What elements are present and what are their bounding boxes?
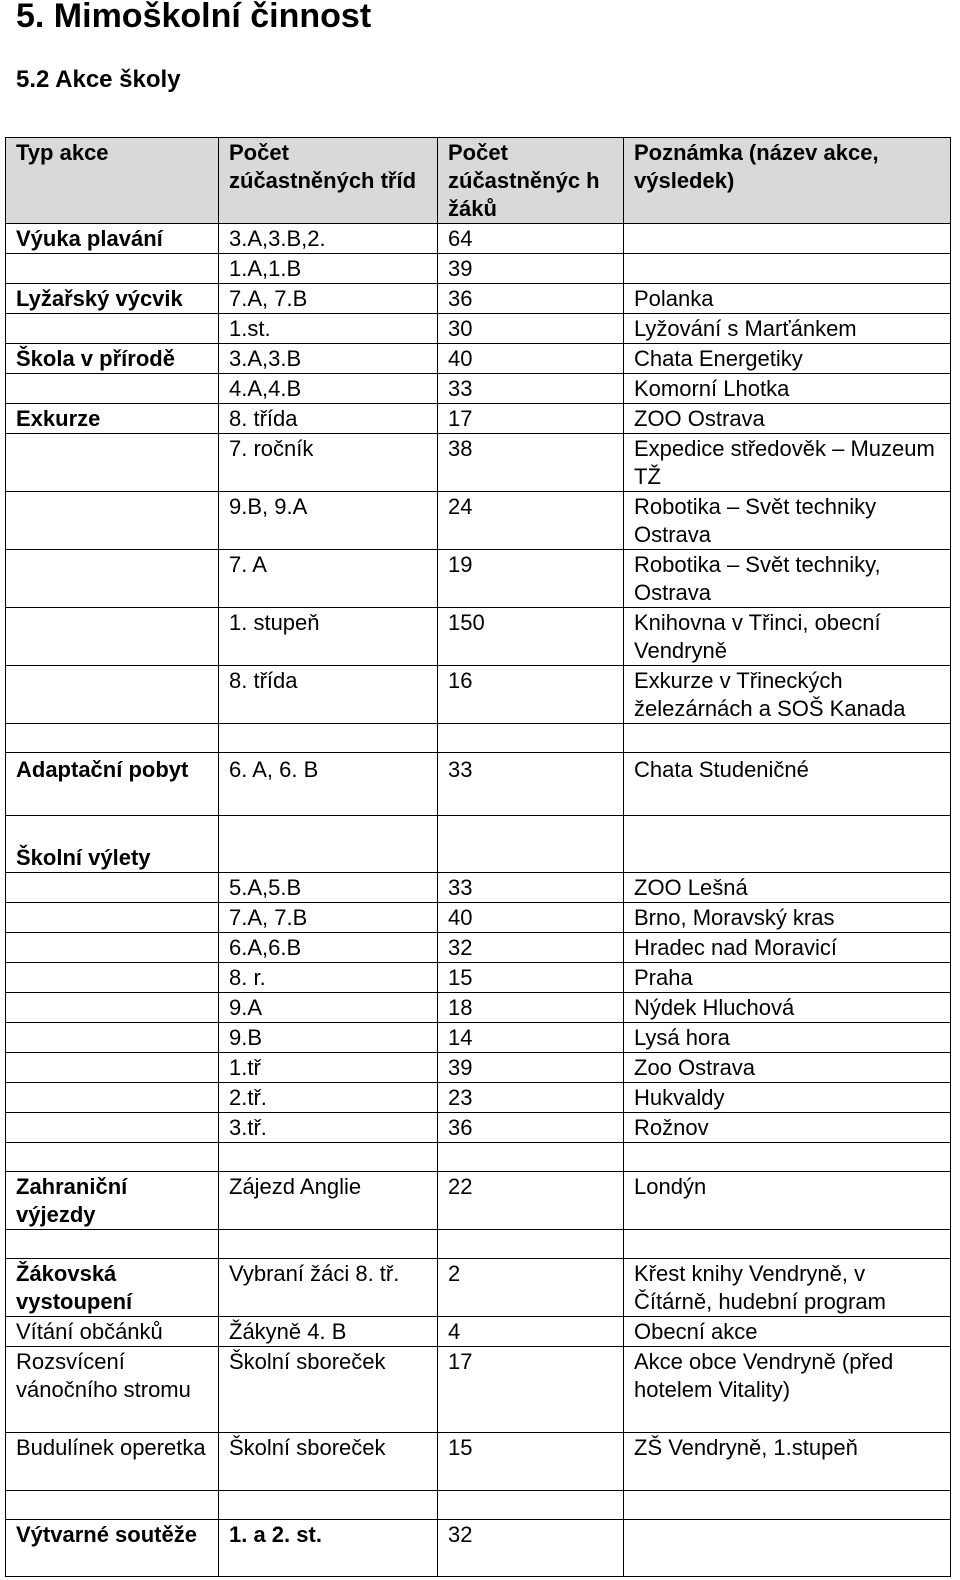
event-type: Exkurze — [6, 404, 219, 434]
event-pupils: 33 — [438, 873, 624, 903]
column-header-classes: Počet zúčastněných tříd — [219, 138, 438, 224]
event-note: Polanka — [624, 284, 951, 314]
event-note — [624, 1143, 951, 1172]
event-classes: 3.A,3.B,2. — [219, 224, 438, 254]
event-pupils: 22 — [438, 1172, 624, 1230]
event-note — [624, 224, 951, 254]
event-classes: 7. A — [219, 550, 438, 608]
event-pupils: 24 — [438, 492, 624, 550]
event-classes: 7.A, 7.B — [219, 903, 438, 933]
event-pupils: 18 — [438, 993, 624, 1023]
table-row — [6, 608, 951, 666]
event-classes: 7.A, 7.B — [219, 284, 438, 314]
table-row — [6, 1053, 951, 1083]
event-classes: 1. a 2. st. — [219, 1520, 438, 1577]
event-note: Lyžování s Marťánkem — [624, 314, 951, 344]
table-row — [6, 666, 951, 724]
event-type — [6, 933, 219, 963]
event-note: Exkurze v Třineckých železárnách a SOŠ Kanada — [624, 666, 951, 724]
event-pupils: 17 — [438, 1347, 624, 1433]
event-pupils: 15 — [438, 1433, 624, 1491]
event-note: Křest knihy Vendryně, v Čítárně, hudební program — [624, 1259, 951, 1317]
event-type — [6, 374, 219, 404]
event-classes: 9.B — [219, 1023, 438, 1053]
column-header-note: Poznámka (název akce, výsledek) — [624, 138, 951, 224]
table-row — [6, 434, 951, 492]
table-row — [6, 1520, 951, 1577]
event-note: Londýn — [624, 1172, 951, 1230]
event-classes: 1.A,1.B — [219, 254, 438, 284]
event-type — [6, 314, 219, 344]
event-classes: 3.A,3.B — [219, 344, 438, 374]
event-note: Nýdek Hluchová — [624, 993, 951, 1023]
event-classes: 5.A,5.B — [219, 873, 438, 903]
event-type — [6, 1491, 219, 1520]
table-row — [6, 404, 951, 434]
event-pupils: 32 — [438, 1520, 624, 1577]
page-title: 5. Mimoškolní činnost — [16, 0, 372, 35]
event-type — [6, 1023, 219, 1053]
event-type — [6, 666, 219, 724]
event-classes: 1. stupeň — [219, 608, 438, 666]
event-pupils — [438, 1230, 624, 1259]
table-row — [6, 550, 951, 608]
event-note: ZOO Ostrava — [624, 404, 951, 434]
event-pupils: 39 — [438, 1053, 624, 1083]
table-row — [6, 753, 951, 816]
table-row — [6, 816, 951, 873]
column-header-pupils: Počet zúčastněnýc h žáků — [438, 138, 624, 224]
event-type: Výuka plavání — [6, 224, 219, 254]
table-row — [6, 344, 951, 374]
event-note — [624, 254, 951, 284]
event-classes: Zájezd Anglie — [219, 1172, 438, 1230]
event-note — [624, 1520, 951, 1577]
event-pupils: 36 — [438, 284, 624, 314]
event-classes — [219, 816, 438, 873]
event-note: Brno, Moravský kras — [624, 903, 951, 933]
event-pupils: 17 — [438, 404, 624, 434]
event-pupils: 15 — [438, 963, 624, 993]
event-pupils — [438, 816, 624, 873]
event-pupils: 150 — [438, 608, 624, 666]
event-type: Budulínek operetka — [6, 1433, 219, 1491]
table-row — [6, 993, 951, 1023]
event-pupils: 23 — [438, 1083, 624, 1113]
table-row — [6, 314, 951, 344]
event-classes: 1.tř — [219, 1053, 438, 1083]
event-pupils — [438, 1491, 624, 1520]
event-note: ZŠ Vendryně, 1.stupeň — [624, 1433, 951, 1491]
event-note: Akce obce Vendryně (před hotelem Vitality) — [624, 1347, 951, 1433]
table-row — [6, 224, 951, 254]
event-pupils: 40 — [438, 903, 624, 933]
event-classes: 7. ročník — [219, 434, 438, 492]
event-note — [624, 724, 951, 753]
event-type — [6, 1113, 219, 1143]
event-classes: Školní sboreček — [219, 1433, 438, 1491]
event-classes: 9.B, 9.A — [219, 492, 438, 550]
event-type: Žákovská vystoupení — [6, 1259, 219, 1317]
table-row — [6, 1172, 951, 1230]
event-classes: 2.tř. — [219, 1083, 438, 1113]
event-pupils: 14 — [438, 1023, 624, 1053]
table-row — [6, 492, 951, 550]
event-pupils — [438, 1143, 624, 1172]
event-type: Rozsvícení vánočního stromu — [6, 1347, 219, 1433]
event-note: Komorní Lhotka — [624, 374, 951, 404]
event-note: Obecní akce — [624, 1317, 951, 1347]
event-classes: Žákyně 4. B — [219, 1317, 438, 1347]
event-note: Lysá hora — [624, 1023, 951, 1053]
event-pupils: 38 — [438, 434, 624, 492]
event-classes — [219, 1143, 438, 1172]
event-pupils: 2 — [438, 1259, 624, 1317]
event-type — [6, 993, 219, 1023]
event-classes: 6.A,6.B — [219, 933, 438, 963]
event-type: Adaptační pobyt — [6, 753, 219, 816]
table-row — [6, 1433, 951, 1491]
event-pupils: 40 — [438, 344, 624, 374]
table-row — [6, 724, 951, 753]
event-pupils: 19 — [438, 550, 624, 608]
event-type: Lyžařský výcvik — [6, 284, 219, 314]
event-note: Praha — [624, 963, 951, 993]
table-row — [6, 903, 951, 933]
table-row — [6, 254, 951, 284]
event-type: Vítání občánků — [6, 1317, 219, 1347]
event-pupils: 16 — [438, 666, 624, 724]
event-type: Zahraniční výjezdy — [6, 1172, 219, 1230]
event-type — [6, 724, 219, 753]
event-type: Výtvarné soutěže — [6, 1520, 219, 1577]
event-note — [624, 1491, 951, 1520]
event-type — [6, 550, 219, 608]
table-row — [6, 1491, 951, 1520]
event-pupils: 32 — [438, 933, 624, 963]
table-header-row — [6, 138, 951, 224]
event-note: Hukvaldy — [624, 1083, 951, 1113]
events-table — [5, 137, 951, 1577]
event-type — [6, 963, 219, 993]
event-pupils — [438, 724, 624, 753]
table-row — [6, 1317, 951, 1347]
event-type — [6, 434, 219, 492]
event-type — [6, 1143, 219, 1172]
event-classes: 6. A, 6. B — [219, 753, 438, 816]
event-note: Zoo Ostrava — [624, 1053, 951, 1083]
event-classes: 4.A,4.B — [219, 374, 438, 404]
event-pupils: 33 — [438, 753, 624, 816]
table-row — [6, 1023, 951, 1053]
event-note: Robotika – Svět techniky, Ostrava — [624, 550, 951, 608]
event-type — [6, 1083, 219, 1113]
event-pupils: 33 — [438, 374, 624, 404]
event-type: Škola v přírodě — [6, 344, 219, 374]
event-type — [6, 254, 219, 284]
event-note: Expedice středověk – Muzeum TŽ — [624, 434, 951, 492]
event-classes: 9.A — [219, 993, 438, 1023]
table-row — [6, 1083, 951, 1113]
event-type — [6, 873, 219, 903]
event-type: Školní výlety — [6, 816, 219, 873]
event-pupils: 36 — [438, 1113, 624, 1143]
event-classes: 3.tř. — [219, 1113, 438, 1143]
event-note: Knihovna v Třinci, obecní Vendryně — [624, 608, 951, 666]
table-row — [6, 284, 951, 314]
event-pupils: 4 — [438, 1317, 624, 1347]
event-classes: 8. r. — [219, 963, 438, 993]
event-classes — [219, 1491, 438, 1520]
event-classes: 8. třída — [219, 404, 438, 434]
event-classes: Školní sboreček — [219, 1347, 438, 1433]
table-row — [6, 873, 951, 903]
event-classes — [219, 1230, 438, 1259]
event-classes: 8. třída — [219, 666, 438, 724]
event-note: Robotika – Svět techniky Ostrava — [624, 492, 951, 550]
event-note: Hradec nad Moravicí — [624, 933, 951, 963]
event-pupils: 30 — [438, 314, 624, 344]
table-row — [6, 1113, 951, 1143]
table-row — [6, 1259, 951, 1317]
event-classes: Vybraní žáci 8. tř. — [219, 1259, 438, 1317]
event-type — [6, 903, 219, 933]
event-type — [6, 1230, 219, 1259]
table-row — [6, 933, 951, 963]
event-pupils: 64 — [438, 224, 624, 254]
column-header-type: Typ akce — [6, 138, 219, 224]
table-row — [6, 1230, 951, 1259]
event-type — [6, 1053, 219, 1083]
table-row — [6, 963, 951, 993]
table-row — [6, 1347, 951, 1433]
section-title: 5.2 Akce školy — [16, 66, 181, 93]
event-note: ZOO Lešná — [624, 873, 951, 903]
event-classes — [219, 724, 438, 753]
table-row — [6, 1143, 951, 1172]
event-note: Rožnov — [624, 1113, 951, 1143]
event-note: Chata Studeničné — [624, 753, 951, 816]
event-classes: 1.st. — [219, 314, 438, 344]
event-type — [6, 492, 219, 550]
event-type — [6, 608, 219, 666]
table-row — [6, 374, 951, 404]
event-note: Chata Energetiky — [624, 344, 951, 374]
event-pupils: 39 — [438, 254, 624, 284]
event-note — [624, 1230, 951, 1259]
event-note — [624, 816, 951, 873]
